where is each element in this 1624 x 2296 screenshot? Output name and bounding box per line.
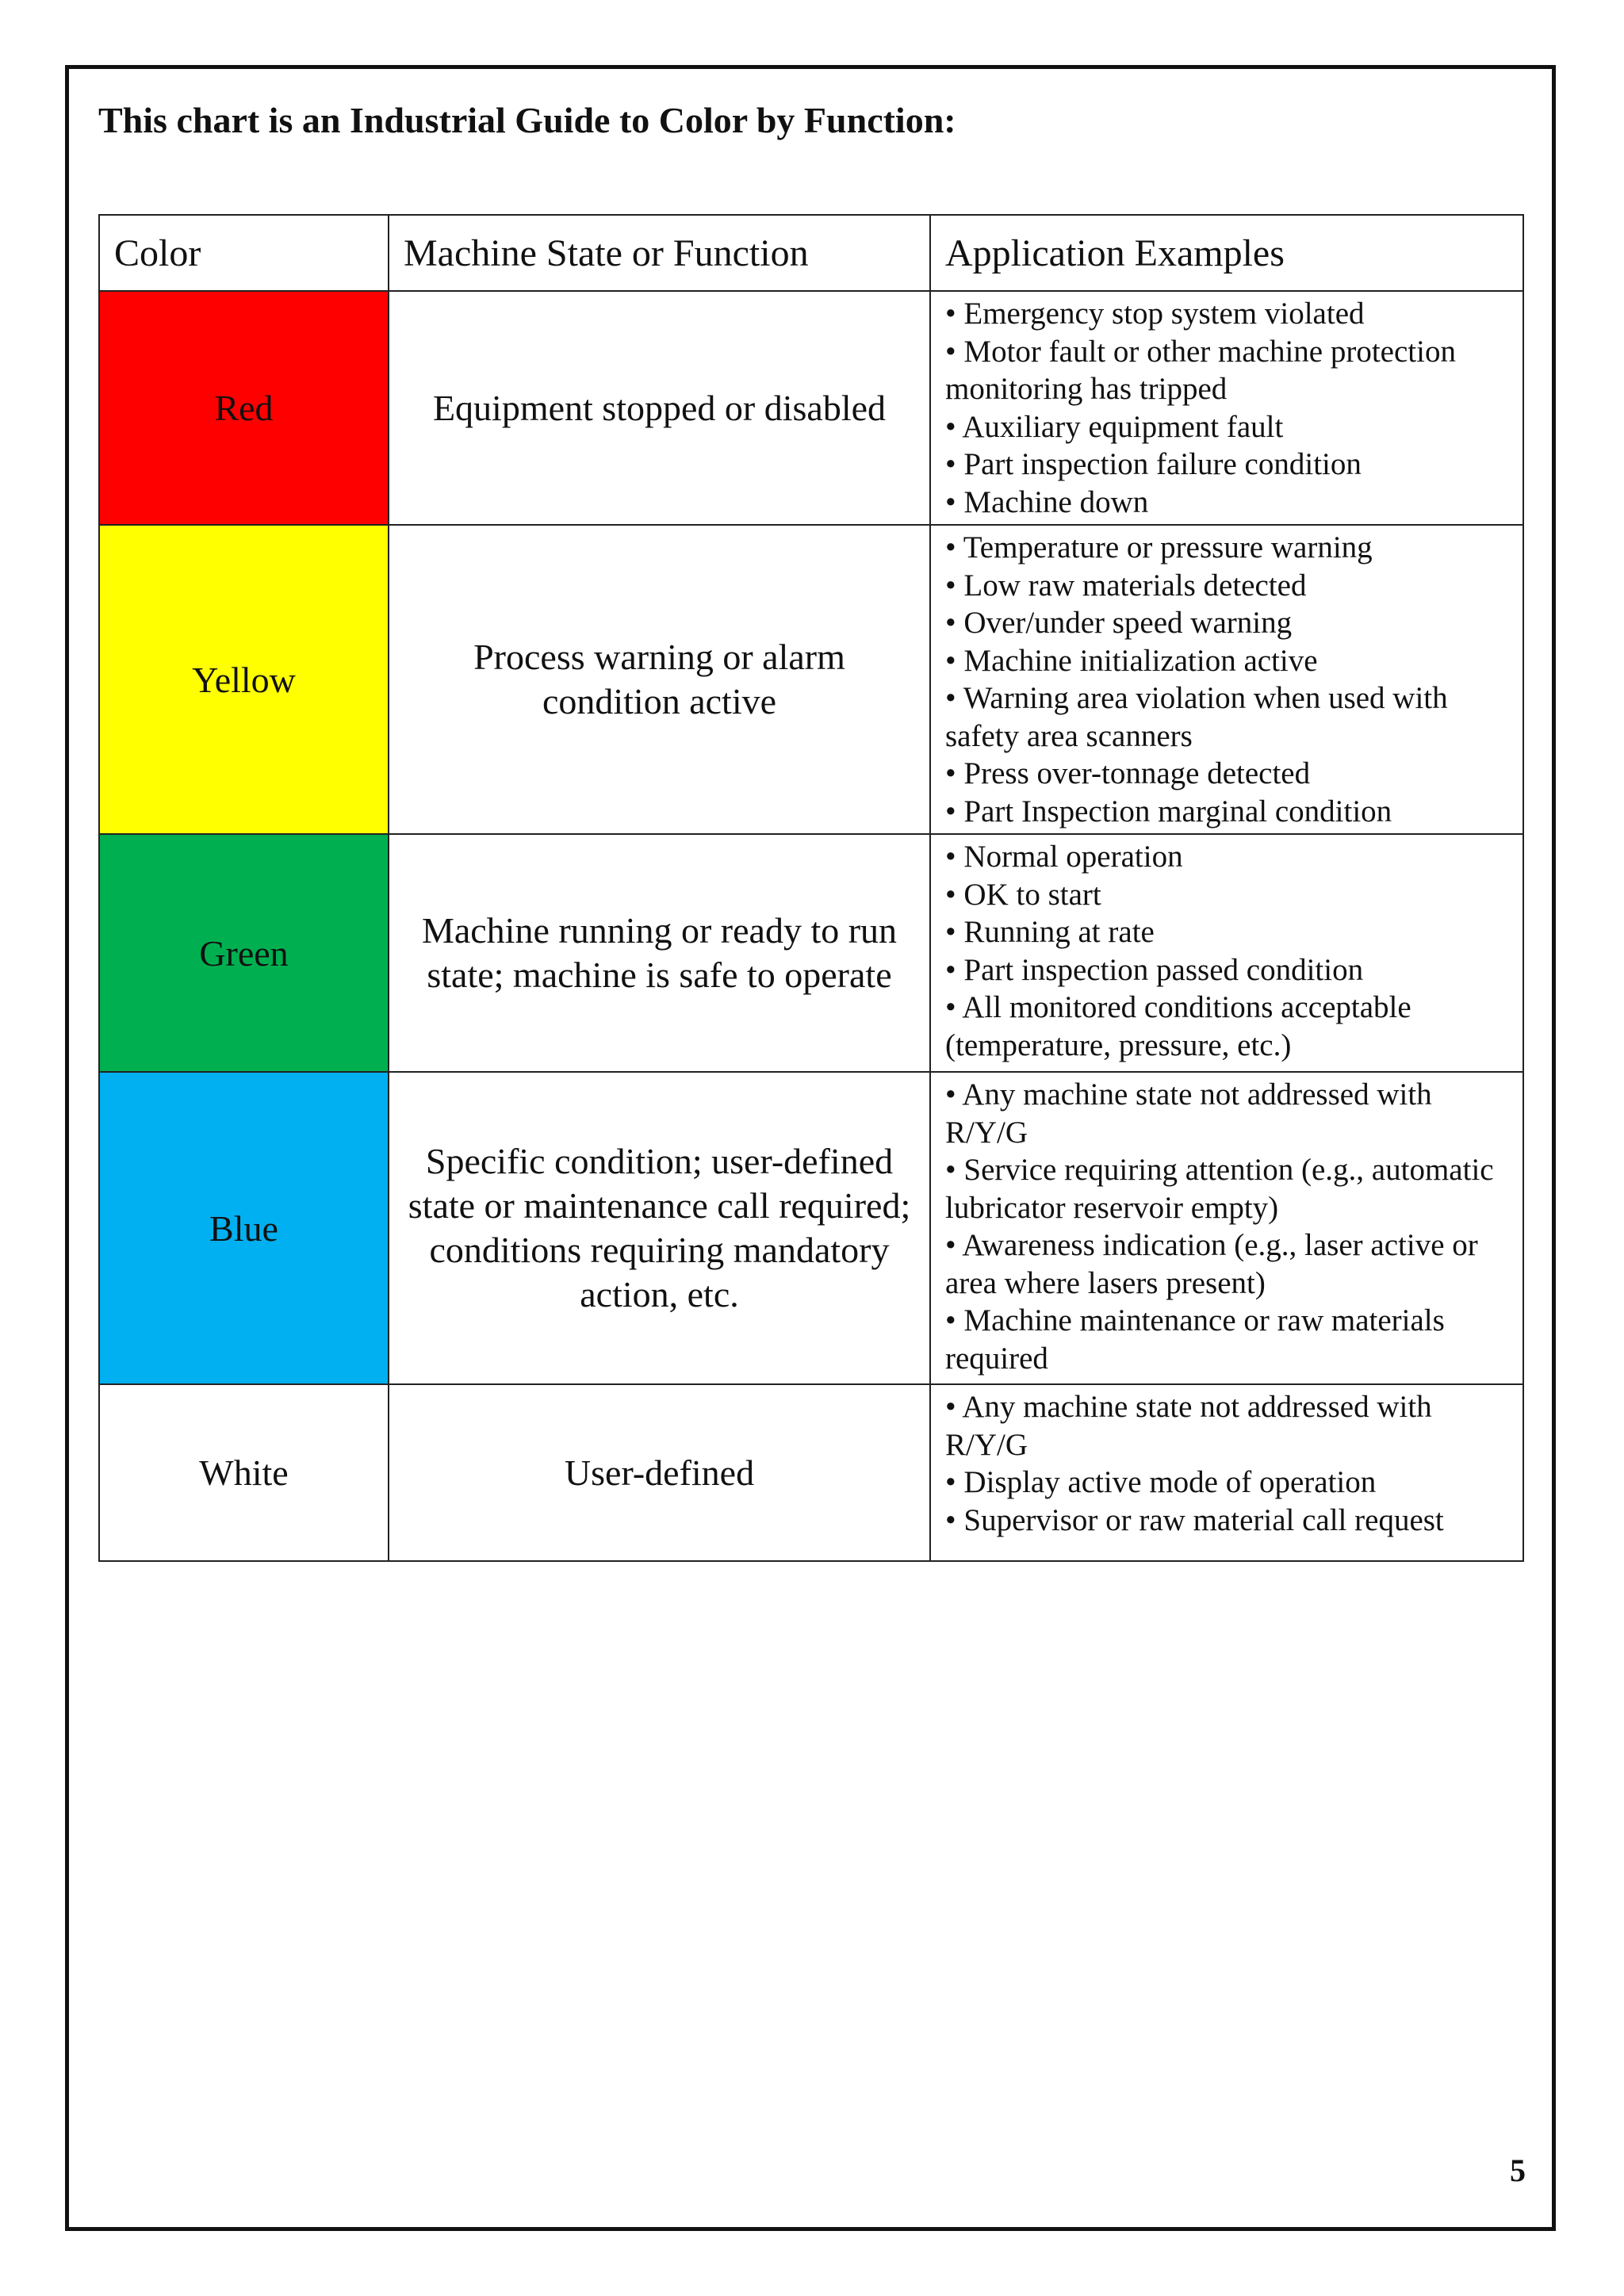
examples-cell xyxy=(930,834,1523,1072)
color-name: White xyxy=(199,1452,289,1493)
example-item: • Awareness indication (e.g., laser active or area where lasers present) xyxy=(945,1228,1478,1300)
table-row-white xyxy=(99,1384,1523,1561)
color-swatch-cell xyxy=(99,291,389,525)
color-swatch-cell xyxy=(99,525,389,834)
example-item: • Emergency stop system violated xyxy=(945,297,1365,331)
example-item: • Low raw materials detected xyxy=(945,568,1307,603)
table-header-row xyxy=(99,215,1523,291)
color-function-table xyxy=(98,214,1524,1562)
table-row-red xyxy=(99,291,1523,525)
examples-cell xyxy=(930,1384,1523,1561)
example-item: • Temperature or pressure warning xyxy=(945,530,1373,564)
machine-state-cell: Process warning or alarm condition active xyxy=(389,525,930,834)
header-machine-state: Machine State or Function xyxy=(389,215,930,291)
example-item: • Motor fault or other machine protection monitoring has tripped xyxy=(945,334,1456,406)
example-item: • Any machine state not addressed with R/Y/G xyxy=(945,1390,1432,1462)
machine-state-cell: User-defined xyxy=(389,1384,930,1561)
color-name: Yellow xyxy=(192,659,296,700)
table-row-blue xyxy=(99,1072,1523,1384)
examples-cell xyxy=(930,1072,1523,1384)
example-item: • Part inspection failure condition xyxy=(945,447,1362,481)
example-item: • OK to start xyxy=(945,877,1101,912)
example-item: • Machine down xyxy=(945,484,1149,519)
header-application-examples: Application Examples xyxy=(930,215,1523,291)
example-item: • Warning area violation when used with safety area scanners xyxy=(945,681,1448,753)
example-item: • Machine maintenance or raw materials required xyxy=(945,1303,1445,1376)
examples-cell xyxy=(930,525,1523,834)
examples-cell xyxy=(930,291,1523,525)
header-color: Color xyxy=(99,215,389,291)
example-item: • Display active mode of operation xyxy=(945,1465,1377,1499)
example-item: • Press over-tonnage detected xyxy=(945,756,1311,790)
color-swatch-cell xyxy=(99,834,389,1072)
page-number: 5 xyxy=(1510,2152,1526,2188)
example-item: • Machine initialization active xyxy=(945,643,1318,678)
color-name: Red xyxy=(214,388,274,428)
color-name: Green xyxy=(199,932,289,974)
machine-state-cell: Equipment stopped or disabled xyxy=(389,291,930,525)
color-swatch-cell xyxy=(99,1384,389,1561)
example-item: • Any machine state not addressed with R/Y/G xyxy=(945,1077,1432,1150)
table-row-green xyxy=(99,834,1523,1072)
color-name: Blue xyxy=(209,1207,278,1249)
example-item: • Service requiring attention (e.g., automatic lubricator reservoir empty) xyxy=(945,1153,1494,1225)
machine-state-cell: Machine running or ready to run state; machine is safe to operate xyxy=(389,834,930,1072)
example-item: • Part Inspection marginal condition xyxy=(945,794,1392,828)
example-item: • Supervisor or raw material call request xyxy=(945,1502,1444,1537)
machine-state-cell: Specific condition; user-defined state or maintenance call required; conditions requiring mandatory action, etc. xyxy=(389,1072,930,1384)
example-item: • Auxiliary equipment fault xyxy=(945,409,1284,444)
example-item: • Over/under speed warning xyxy=(945,606,1293,640)
page-title: This chart is an Industrial Guide to Color by Function: xyxy=(98,100,956,140)
table-row-yellow xyxy=(99,525,1523,834)
example-item: • Running at rate xyxy=(945,915,1155,949)
example-item: • Normal operation xyxy=(945,840,1183,874)
color-swatch-cell xyxy=(99,1072,389,1384)
example-item: • Part inspection passed condition xyxy=(945,952,1364,987)
example-item: • All monitored conditions acceptable (temperature, pressure, etc.) xyxy=(945,990,1411,1062)
